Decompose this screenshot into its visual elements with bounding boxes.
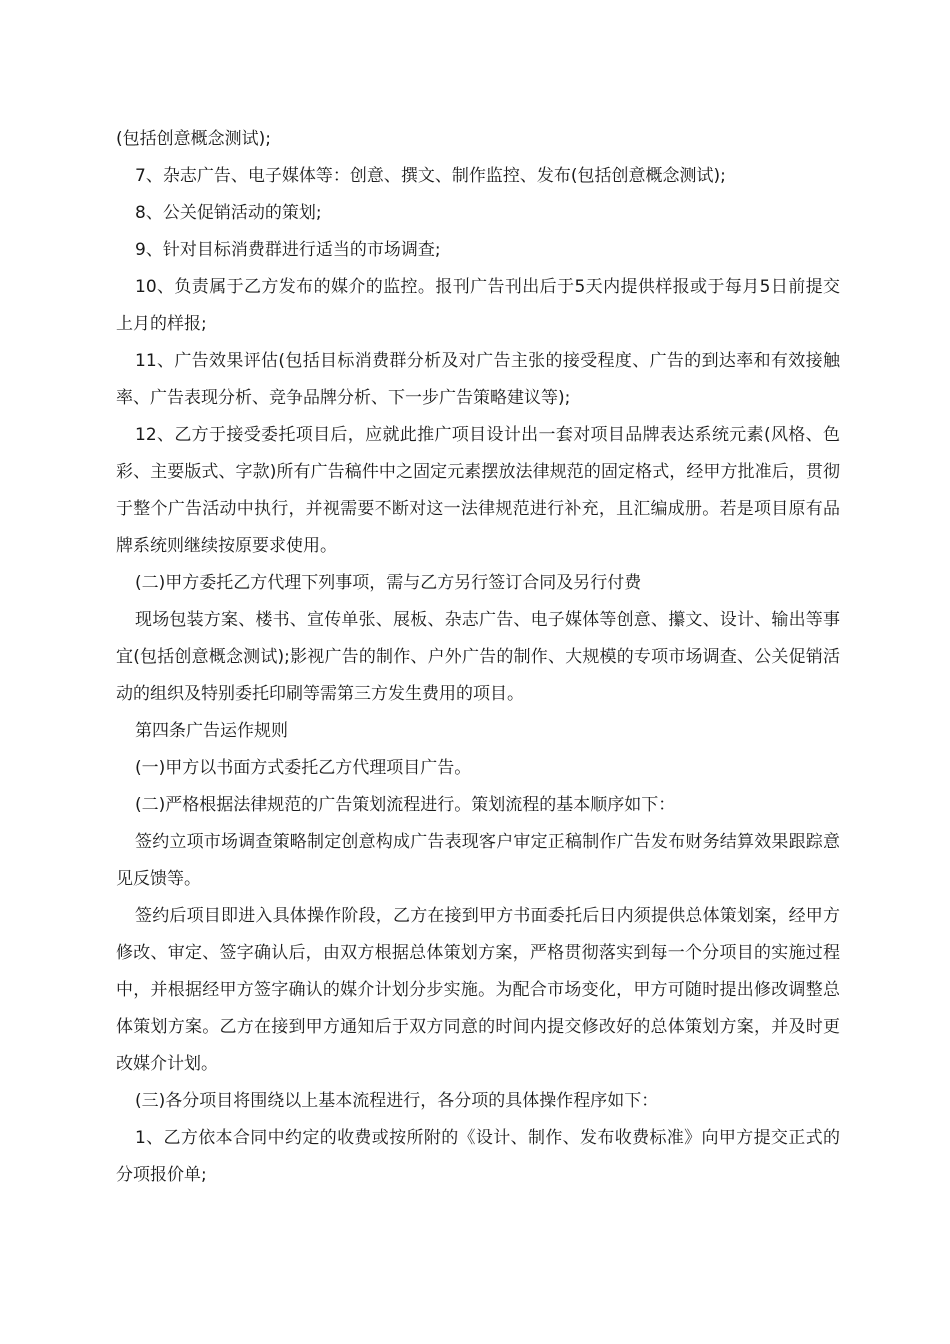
paragraph-4: 9、针对目标消费群进行适当的市场调查; (135, 240, 441, 260)
paragraph-12: (二)严格根据法律规范的广告策划流程进行。策划流程的基本顺序如下： (135, 795, 676, 815)
paragraph-8: (二)甲方委托乙方代理下列事项，需与乙方另行签订合同及另行付费 (135, 573, 642, 593)
section-heading: 第四条广告运作规则 (135, 721, 288, 741)
paragraph-5: 10、负责属于乙方发布的媒介的监控。报刊广告刊出后于5天内提供样报或于每月5日前提交上月的样报; (116, 277, 840, 334)
paragraph-13: 签约立项市场调查策略制定创意构成广告表现客户审定正稿制作广告发布财务结算效果跟踪意见反馈等。 (116, 832, 840, 889)
paragraph-16: 1、乙方依本合同中约定的收费或按所附的《设计、制作、发布收费标准》向甲方提交正式的分项报价单; (116, 1128, 840, 1185)
paragraph-1: (包括创意概念测试); (116, 129, 271, 149)
paragraph-14: 签约后项目即进入具体操作阶段，乙方在接到甲方书面委托后日内须提供总体策划案，经甲方修改、审定、签字确认后，由双方根据总体策划方案，严格贯彻落实到每一个分项目的实施过程中，并根据经甲方签字确认的媒介计划分步实施。为配合市场变化，甲方可随时提出修改调整总体策划方案。乙方在接到甲方通知后于双方同意的时间内提交修改好的总体策划方案，并及时更改媒介计划。 (116, 906, 840, 1074)
paragraph-7: 12、乙方于接受委托项目后，应就此推广项目设计出一套对项目品牌表达系统元素(风格、色彩、主要版式、字款)所有广告稿件中之固定元素摆放法律规范的固定格式，经甲方批准后，贯彻于整个广告活动中执行，并视需要不断对这一法律规范进行补充，且汇编成册。若是项目原有品牌系统则继续按原要求使用。 (116, 425, 840, 556)
document-body (116, 121, 840, 1194)
paragraph-2: 7、杂志广告、电子媒体等：创意、撰文、制作监控、发布(包括创意概念测试); (135, 166, 726, 186)
paragraph-6: 11、广告效果评估(包括目标消费群分析及对广告主张的接受程度、广告的到达率和有效接触率、广告表现分析、竞争品牌分析、下一步广告策略建议等); (116, 351, 840, 408)
paragraph-3: 8、公关促销活动的策划; (135, 203, 322, 223)
paragraph-15: (三)各分项目将围绕以上基本流程进行，各分项的具体操作程序如下： (135, 1091, 659, 1111)
paragraph-11: (一)甲方以书面方式委托乙方代理项目广告。 (135, 758, 472, 778)
paragraph-9: 现场包装方案、楼书、宣传单张、展板、杂志广告、电子媒体等创意、攥文、设计、输出等事宜(包括创意概念测试);影视广告的制作、户外广告的制作、大规模的专项市场调查、公关促销活动的组织及特别委托印刷等需第三方发生费用的项目。 (116, 610, 840, 704)
